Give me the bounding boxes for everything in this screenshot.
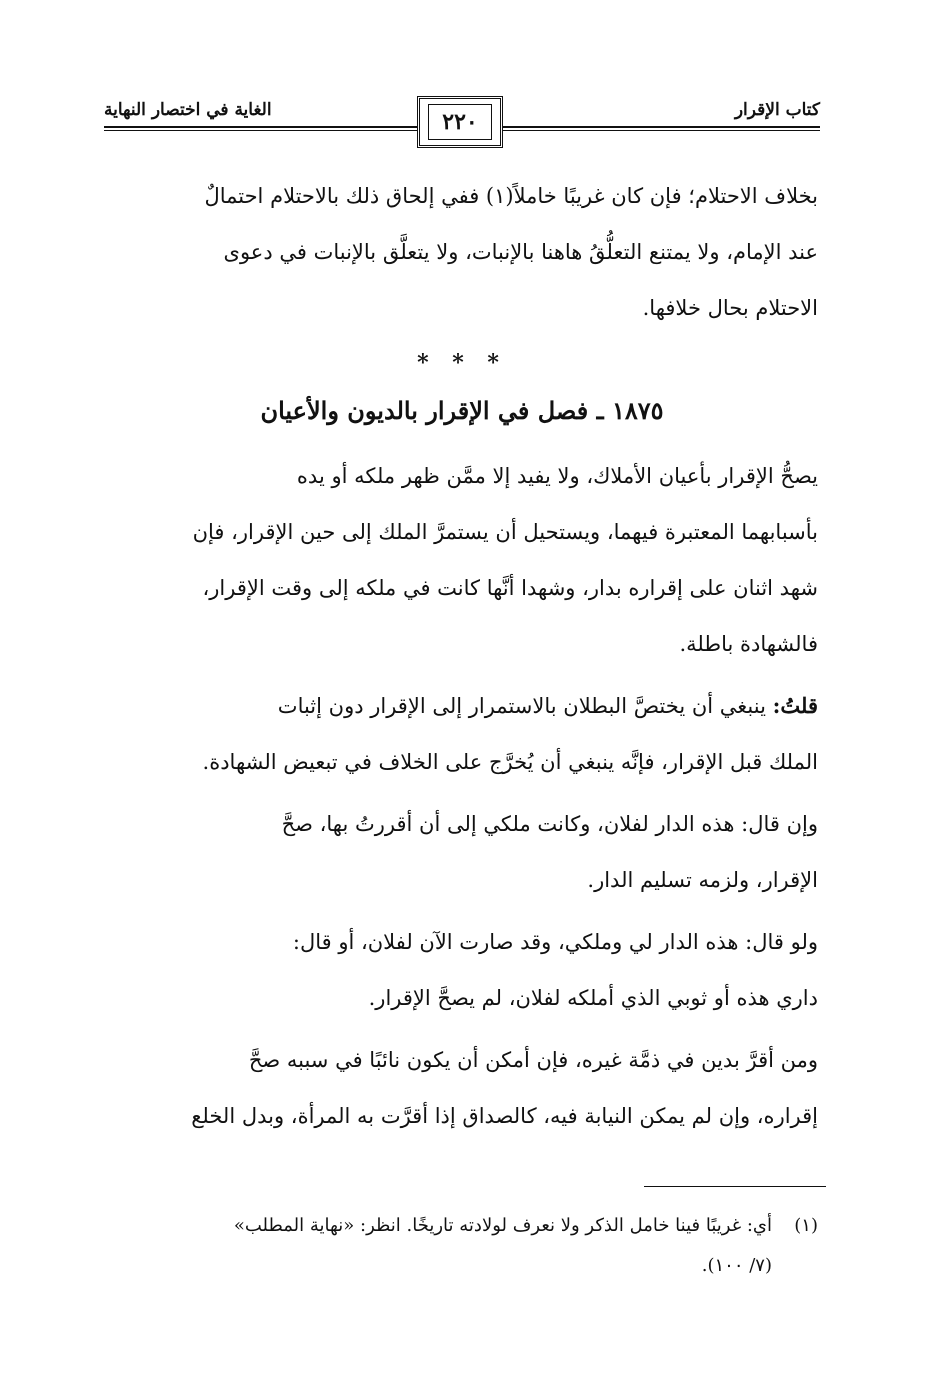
paragraph-line: فالشهادة باطلة. (679, 632, 818, 656)
section-heading: ١٨٧٥ ـ فصل في الإقرار بالديون والأعيان (260, 396, 664, 425)
paragraph-4 (106, 796, 818, 908)
paragraph-line: إقراره، وإن لم يمكن النيابة فيه، كالصداق إذا أقرَّت به المرأة، وبدل الخلع (191, 1104, 818, 1128)
footnote-line: (٧/ ١٠٠). (701, 1255, 772, 1276)
paragraph-line (106, 678, 818, 734)
paragraph-line: بأسبابهما المعتبرة فيهما، ويستحيل أن يستمرَّ الملك إلى حين الإقرار، فإن (192, 520, 818, 544)
chapter-title: كتاب الإقرار (734, 100, 820, 120)
main-text (106, 168, 818, 1154)
paragraph-line: ومن أقرَّ بدين في ذمَّة غيره، فإن أمكن أن يكون نائبًا في سببه صحَّ (248, 1048, 818, 1072)
paragraph-6 (106, 1032, 818, 1144)
running-header (104, 90, 820, 160)
paragraph-3 (106, 678, 818, 790)
paragraph-line: عند الإمام، ولا يمتنع التعلُّقُ هاهنا بالإنبات، ولا يتعلَّق بالإنبات في دعوى (223, 240, 818, 264)
footnote-number: (١) (794, 1215, 818, 1236)
footnote-rule (644, 1186, 826, 1187)
footnote-text (106, 1206, 772, 1286)
section-separator: * * * (417, 350, 507, 376)
paragraph-2 (106, 448, 818, 672)
qultu-label: قلتُ: (772, 693, 818, 718)
book-title: الغاية في اختصار النهاية (104, 100, 272, 120)
paragraph-line: يصحُّ الإقرار بأعيان الأملاك، ولا يفيد إلا ممَّن ظهر ملكه أو يده (296, 464, 818, 488)
paragraph-line: الملك قبل الإقرار، فإنَّه ينبغي أن يُخرَّج على الخلاف في تبعيض الشهادة. (202, 750, 818, 774)
paragraph-line: الإقرار، ولزمه تسليم الدار. (587, 868, 818, 892)
paragraph-line: شهد اثنان على إقراره بدار، وشهدا أنَّها كانت في ملكه إلى وقت الإقرار، (202, 576, 818, 600)
paragraph-line: الاحتلام بحال خلافها. (642, 296, 818, 320)
paragraph-1 (106, 168, 818, 336)
paragraph-5 (106, 914, 818, 1026)
page-number: ٢٢٠ (428, 104, 492, 140)
footnote-line: أي: غريبًا فينا خامل الذكر ولا نعرف لولادته تاريخًا. انظر: «نهاية المطلب» (233, 1215, 772, 1236)
paragraph-line-text: ينبغي أن يختصَّ البطلان بالاستمرار إلى الإقرار دون إثبات (277, 694, 766, 718)
paragraph-line: بخلاف الاحتلام؛ فإن كان غريبًا خاملاً(١) ففي إلحاق ذلك بالاحتلام احتمالٌ (204, 184, 818, 208)
paragraph-line: داري هذه أو ثوبي الذي أملكه لفلان، لم يصحَّ الإقرار. (368, 986, 818, 1010)
page-number-frame (417, 96, 503, 148)
paragraph-line: ولو قال: هذه الدار لي وملكي، وقد صارت الآن لفلان، أو قال: (292, 930, 818, 954)
footnote (106, 1206, 818, 1286)
paragraph-line: وإن قال: هذه الدار لفلان، وكانت ملكي إلى أن أقررتُ بها، صحَّ (281, 812, 818, 836)
